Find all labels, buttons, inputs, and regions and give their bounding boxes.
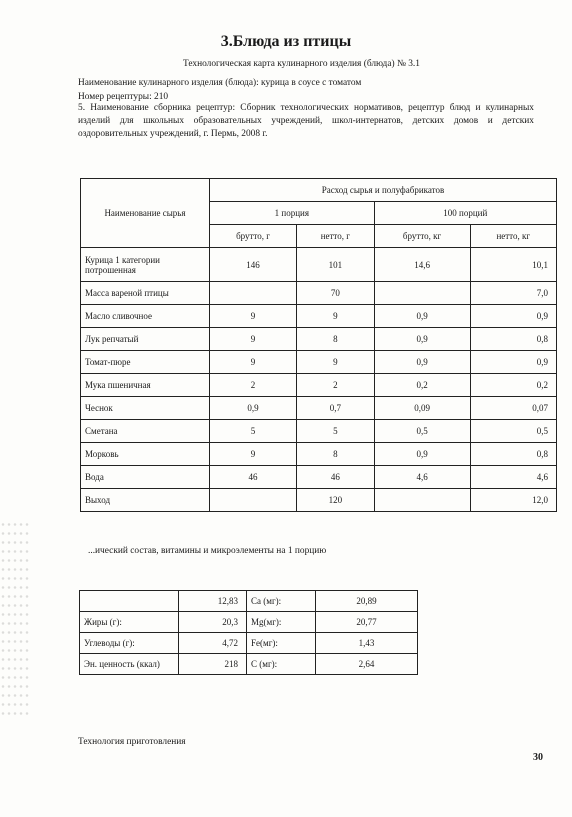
nutrient-label: Эн. ценность (ккал) <box>80 654 179 675</box>
dish-name: Наименование кулинарного изделия (блюда): курица в соусе с томатом <box>78 78 362 88</box>
ingredient-name: Чеснок <box>81 397 210 420</box>
netto-g: 101 <box>297 248 375 282</box>
brutto-g-header: брутто, г <box>210 225 297 248</box>
mineral-label: Ca (мг): <box>247 591 316 612</box>
page-title: 3.Блюда из птицы <box>220 33 352 50</box>
brutto-g: 5 <box>210 420 297 443</box>
netto-g: 70 <box>297 282 375 305</box>
mineral-value: 20,89 <box>316 591 418 612</box>
nutrition-table <box>79 590 418 675</box>
netto-g: 46 <box>297 466 375 489</box>
table-row <box>80 633 418 654</box>
brutto-kg: 0,9 <box>374 443 470 466</box>
ingredient-name: Сметана <box>81 420 210 443</box>
brutto-kg: 0,9 <box>374 305 470 328</box>
brutto-kg: 0,2 <box>374 374 470 397</box>
recipe-number: Номер рецептуры: 210 <box>78 92 169 102</box>
netto-kg: 0,9 <box>470 305 556 328</box>
netto-g: 9 <box>297 351 375 374</box>
nutrient-value: 218 <box>179 654 247 675</box>
netto-g: 8 <box>297 328 375 351</box>
ingredient-name: Томат-пюре <box>81 351 210 374</box>
table-row <box>81 489 557 512</box>
brutto-kg: 0,9 <box>374 351 470 374</box>
netto-g: 2 <box>297 374 375 397</box>
page-number: 30 <box>533 752 543 763</box>
brutto-g: 146 <box>210 248 297 282</box>
recipe-table <box>80 178 557 512</box>
brutto-g <box>210 282 297 305</box>
ingredient-name: Курица 1 категории потрошенная <box>81 248 210 282</box>
table-row <box>81 305 557 328</box>
table-row <box>81 466 557 489</box>
table-row <box>81 282 557 305</box>
table-row <box>81 248 557 282</box>
netto-g: 8 <box>297 443 375 466</box>
table-row <box>81 374 557 397</box>
brutto-kg <box>374 282 470 305</box>
mineral-label: C (мг): <box>247 654 316 675</box>
table-row <box>81 397 557 420</box>
ingredient-name: Масло сливочное <box>81 305 210 328</box>
brutto-kg: 0,5 <box>374 420 470 443</box>
table-row <box>80 654 418 675</box>
col-name-header: Наименование сырья <box>81 179 210 248</box>
brutto-kg <box>374 489 470 512</box>
ingredient-name: Выход <box>81 489 210 512</box>
tech-heading: Технология приготовления <box>78 737 186 747</box>
brutto-g <box>210 489 297 512</box>
table-row <box>81 328 557 351</box>
table-row <box>81 443 557 466</box>
ingredient-name: Морковь <box>81 443 210 466</box>
mineral-label: Fe(мг): <box>247 633 316 654</box>
brutto-g: 9 <box>210 443 297 466</box>
ingredient-name: Лук репчатый <box>81 328 210 351</box>
netto-kg: 12,0 <box>470 489 556 512</box>
portion-1-header: 1 порция <box>210 202 375 225</box>
card-title: Технологическая карта кулинарного изделия (блюда) № 3.1 <box>183 59 420 69</box>
netto-g: 9 <box>297 305 375 328</box>
portion-100-header: 100 порций <box>374 202 556 225</box>
nutrient-label <box>80 591 179 612</box>
brutto-kg: 0,9 <box>374 328 470 351</box>
netto-kg: 0,8 <box>470 443 556 466</box>
table-row <box>80 612 418 633</box>
brutto-g: 9 <box>210 328 297 351</box>
netto-g: 0,7 <box>297 397 375 420</box>
mineral-value: 1,43 <box>316 633 418 654</box>
ingredient-name: Вода <box>81 466 210 489</box>
nutrient-value: 4,72 <box>179 633 247 654</box>
nutrient-label: Углеводы (г): <box>80 633 179 654</box>
netto-kg: 0,5 <box>470 420 556 443</box>
netto-kg: 0,2 <box>470 374 556 397</box>
scan-artifact <box>0 520 30 720</box>
netto-g: 5 <box>297 420 375 443</box>
mineral-value: 2,64 <box>316 654 418 675</box>
brutto-g: 2 <box>210 374 297 397</box>
brutto-g: 46 <box>210 466 297 489</box>
chem-heading: ...ический состав, витамины и микроэлементы на 1 порцию <box>88 546 327 556</box>
brutto-g: 0,9 <box>210 397 297 420</box>
netto-kg: 0,9 <box>470 351 556 374</box>
netto-kg: 0,8 <box>470 328 556 351</box>
netto-kg-header: нетто, кг <box>470 225 556 248</box>
brutto-g: 9 <box>210 351 297 374</box>
netto-kg: 10,1 <box>470 248 556 282</box>
ingredient-name: Мука пшеничная <box>81 374 210 397</box>
ingredient-name: Масса вареной птицы <box>81 282 210 305</box>
nutrient-label: Жиры (г): <box>80 612 179 633</box>
netto-g: 120 <box>297 489 375 512</box>
nutrient-value: 20,3 <box>179 612 247 633</box>
table-row <box>81 351 557 374</box>
table-row <box>80 591 418 612</box>
mineral-value: 20,77 <box>316 612 418 633</box>
nutrient-value: 12,83 <box>179 591 247 612</box>
netto-kg: 0,07 <box>470 397 556 420</box>
brutto-kg: 0,09 <box>374 397 470 420</box>
netto-kg: 7,0 <box>470 282 556 305</box>
col-group-header: Расход сырья и полуфабрикатов <box>210 179 557 202</box>
collection-text: 5. Наименование сборника рецептур: Сборник технологических нормативов, рецептур блюд и кулинарных изделий для школьных образовательных учреждений, школ-интернатов, детских домов и детских оздоровительных учреждений, г. Пермь, 2008 г. <box>78 103 534 140</box>
mineral-label: Mg(мг): <box>247 612 316 633</box>
brutto-kg-header: брутто, кг <box>374 225 470 248</box>
brutto-kg: 4,6 <box>374 466 470 489</box>
brutto-g: 9 <box>210 305 297 328</box>
netto-g-header: нетто, г <box>297 225 375 248</box>
table-row <box>81 420 557 443</box>
netto-kg: 4,6 <box>470 466 556 489</box>
brutto-kg: 14,6 <box>374 248 470 282</box>
